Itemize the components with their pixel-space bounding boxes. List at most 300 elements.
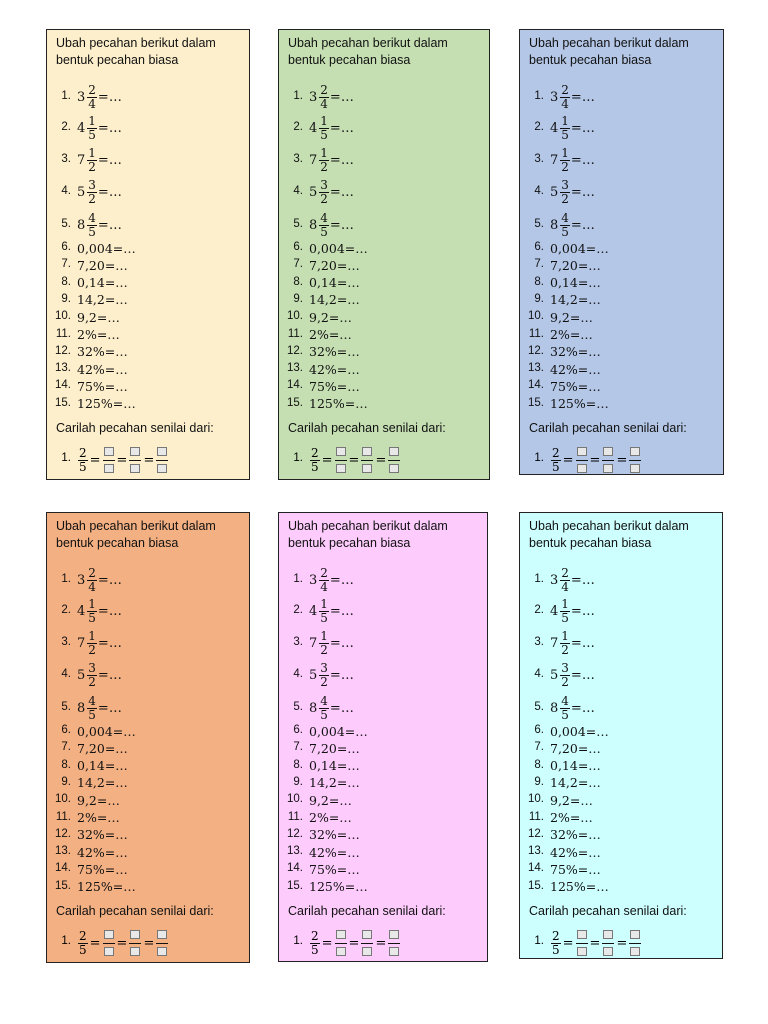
item-number: 14.	[287, 862, 303, 875]
answer-blank: =…	[329, 700, 354, 716]
exercise-item	[47, 343, 249, 361]
exercise-item	[520, 256, 723, 274]
item-number: 4.	[534, 668, 544, 680]
equivalent-fraction-row	[520, 926, 722, 959]
denominator: 2	[320, 642, 328, 657]
item-number: 5.	[293, 701, 303, 713]
numerator: 1	[561, 145, 569, 160]
fraction	[560, 84, 570, 111]
exercise-item	[279, 291, 489, 309]
blank-box	[104, 464, 114, 473]
exercise-expression: 7,20=…	[309, 257, 360, 273]
denominator: 5	[320, 127, 328, 142]
fraction	[87, 212, 97, 239]
item-number: 7.	[534, 741, 544, 754]
item-number: 1.	[293, 935, 303, 947]
exercise-expression: 2%=…	[309, 327, 352, 342]
worksheet-card	[46, 29, 250, 480]
exercise-expression: 7,20=…	[77, 740, 128, 756]
exercise-expression: 125%=…	[77, 396, 136, 412]
exercise-item	[47, 691, 249, 722]
blank-box	[362, 930, 372, 939]
exercise-item	[47, 274, 249, 292]
whole-part: 5	[309, 667, 318, 683]
whole-part: 8	[309, 700, 318, 716]
blank-fraction	[156, 445, 168, 476]
equals-sign: =	[375, 935, 387, 951]
item-number: 5.	[293, 218, 303, 230]
blank-fraction	[129, 928, 141, 959]
exercise-item	[47, 626, 249, 657]
denominator: 5	[79, 459, 87, 474]
exercise-expression: 9,2=…	[309, 309, 352, 325]
exercise-item	[520, 175, 723, 206]
mixed-number	[550, 658, 595, 692]
item-number: 10.	[55, 793, 71, 806]
mixed-number	[77, 691, 122, 725]
blank-box	[389, 464, 399, 473]
item-number: 1.	[534, 935, 544, 947]
item-number: 6.	[534, 241, 544, 253]
blank-box	[157, 930, 167, 939]
answer-blank: =…	[329, 667, 354, 683]
worksheet-card	[519, 512, 723, 959]
exercise-item	[520, 658, 722, 689]
exercise-item	[520, 143, 723, 174]
exercise-item	[520, 360, 723, 378]
item-number: 3.	[61, 636, 71, 648]
mixed-number	[309, 111, 354, 145]
equivalent-fraction-heading: Carilah pecahan senilai dari:	[529, 421, 687, 435]
numerator: 2	[311, 928, 319, 943]
mixed-number	[309, 175, 354, 209]
whole-part: 3	[309, 89, 318, 105]
item-number: 2.	[61, 604, 71, 616]
whole-part: 4	[77, 120, 86, 136]
numerator: 3	[320, 177, 328, 192]
exercise-item	[520, 791, 722, 809]
equals-sign: =	[616, 452, 628, 468]
whole-part: 3	[550, 572, 559, 588]
blank-fraction	[335, 445, 347, 476]
answer-blank: =…	[570, 120, 595, 136]
exercise-item	[520, 739, 722, 757]
denominator: 2	[88, 191, 96, 206]
equals-sign: =	[321, 935, 333, 951]
answer-blank: =…	[570, 603, 595, 619]
exercise-expression: 75%=…	[550, 378, 601, 394]
item-number: 9.	[61, 292, 71, 305]
exercise-item	[47, 658, 249, 689]
exercise-item	[279, 691, 487, 722]
answer-blank: =…	[570, 635, 595, 651]
fraction	[319, 630, 329, 657]
blank-box	[630, 447, 640, 456]
item-number: 2.	[61, 121, 71, 133]
mixed-number	[309, 691, 354, 725]
exercise-item	[279, 878, 487, 896]
worksheet-card	[278, 29, 490, 480]
numerator: 3	[561, 177, 569, 192]
answer-blank: =…	[97, 217, 122, 233]
whole-part: 5	[77, 184, 86, 200]
blank-box	[157, 947, 167, 956]
exercise-item	[47, 256, 249, 274]
item-number: 2.	[293, 604, 303, 616]
item-number: 9.	[293, 292, 303, 305]
whole-part: 8	[77, 700, 86, 716]
exercise-item	[520, 691, 722, 722]
item-number: 9.	[534, 775, 544, 788]
exercise-item	[47, 826, 249, 844]
whole-part: 4	[309, 603, 318, 619]
denominator: 5	[561, 610, 569, 625]
exercise-item	[520, 878, 722, 896]
exercise-item	[520, 594, 722, 625]
exercise-item	[47, 326, 249, 344]
answer-blank: =…	[570, 152, 595, 168]
exercise-expression: 7,20=…	[77, 257, 128, 273]
numerator: 2	[88, 82, 96, 97]
denominator: 2	[88, 159, 96, 174]
numerator: 3	[88, 177, 96, 192]
denominator: 5	[88, 127, 96, 142]
equals-sign: =	[143, 935, 155, 951]
exercise-item	[47, 377, 249, 395]
item-number: 11.	[287, 327, 303, 340]
equals-sign: =	[116, 452, 128, 468]
numerator: 1	[320, 145, 328, 160]
denominator: 2	[561, 674, 569, 689]
fraction	[560, 695, 570, 722]
numerator: 3	[320, 660, 328, 675]
blank-box	[362, 447, 372, 456]
whole-part: 7	[309, 152, 318, 168]
denominator: 2	[88, 674, 96, 689]
exercise-item	[47, 175, 249, 206]
denominator: 5	[561, 707, 569, 722]
exercise-item	[520, 774, 722, 792]
numerator: 1	[320, 596, 328, 611]
item-number: 11.	[528, 810, 544, 823]
item-number: 3.	[293, 636, 303, 648]
exercise-item	[279, 860, 487, 878]
exercise-item	[279, 343, 489, 361]
item-number: 1.	[293, 90, 303, 102]
whole-part: 8	[309, 217, 318, 233]
item-number: 2.	[534, 121, 544, 133]
item-number: 12.	[528, 344, 544, 357]
answer-blank: =…	[97, 603, 122, 619]
answer-blank: =…	[97, 667, 122, 683]
equivalent-fraction-expression	[77, 926, 169, 960]
blank-box	[630, 947, 640, 956]
whole-part: 8	[550, 217, 559, 233]
blank-fraction	[576, 928, 588, 959]
equivalent-fraction-row	[520, 443, 723, 475]
card-title: Ubah pecahan berikut dalam bentuk pecahan biasa	[56, 519, 216, 550]
exercise-expression: 7,20=…	[309, 740, 360, 756]
exercise-expression: 0,004=…	[309, 240, 368, 256]
mixed-number	[77, 111, 122, 145]
exercise-expression: 42%=…	[550, 361, 601, 377]
exercise-expression: 125%=…	[550, 879, 609, 895]
denominator: 5	[79, 942, 87, 957]
equivalent-fraction-heading: Carilah pecahan senilai dari:	[56, 904, 214, 918]
item-number: 8.	[61, 275, 71, 288]
exercise-item	[279, 774, 487, 792]
blank-box	[362, 464, 372, 473]
equals-sign: =	[375, 452, 387, 468]
item-number: 3.	[534, 636, 544, 648]
equivalent-fraction-heading: Carilah pecahan senilai dari:	[56, 421, 214, 435]
exercise-expression: 0,004=…	[550, 723, 609, 739]
exercise-item	[279, 563, 487, 594]
item-number: 15.	[528, 879, 544, 892]
answer-blank: =…	[329, 152, 354, 168]
item-number: 1.	[61, 90, 71, 102]
blank-fraction	[361, 928, 373, 959]
exercise-item	[47, 143, 249, 174]
item-number: 5.	[61, 701, 71, 713]
exercise-item	[520, 626, 722, 657]
card-title: Ubah pecahan berikut dalam bentuk pecahan biasa	[56, 36, 216, 67]
item-number: 1.	[61, 452, 71, 464]
blank-box	[362, 947, 372, 956]
exercise-item	[520, 722, 722, 740]
blank-box	[389, 947, 399, 956]
exercise-item	[279, 208, 489, 239]
worksheet-card	[46, 512, 250, 963]
whole-part: 5	[309, 184, 318, 200]
blank-box	[336, 947, 346, 956]
whole-part: 4	[550, 603, 559, 619]
answer-blank: =…	[329, 217, 354, 233]
whole-part: 8	[550, 700, 559, 716]
exercise-item	[520, 326, 723, 344]
exercise-item	[520, 563, 722, 594]
blank-box	[603, 930, 613, 939]
exercise-expression: 0,004=…	[77, 240, 136, 256]
denominator: 4	[561, 579, 569, 594]
denominator: 2	[561, 191, 569, 206]
numerator: 1	[320, 113, 328, 128]
exercise-expression: 9,2=…	[309, 792, 352, 808]
fraction	[319, 662, 329, 689]
item-number: 4.	[61, 668, 71, 680]
item-number: 13.	[287, 362, 303, 375]
whole-part: 4	[309, 120, 318, 136]
mixed-number	[309, 658, 354, 692]
exercise-expression: 14,2=…	[309, 775, 360, 791]
numerator: 4	[320, 693, 328, 708]
fraction	[87, 147, 97, 174]
fraction	[87, 630, 97, 657]
mixed-number	[309, 626, 354, 660]
numerator: 2	[561, 82, 569, 97]
blank-fraction	[335, 928, 347, 959]
mixed-number	[309, 80, 354, 114]
exercise-item	[279, 791, 487, 809]
exercise-item	[279, 626, 487, 657]
item-number: 3.	[293, 153, 303, 165]
whole-part: 7	[309, 635, 318, 651]
item-number: 2.	[534, 604, 544, 616]
exercise-item	[520, 80, 723, 111]
item-number: 7.	[61, 741, 71, 754]
item-number: 14.	[528, 862, 544, 875]
item-number: 1.	[534, 452, 544, 464]
exercise-expression: 32%=…	[309, 827, 360, 843]
exercise-item	[279, 274, 489, 292]
blank-box	[336, 930, 346, 939]
answer-blank: =…	[97, 184, 122, 200]
numerator: 2	[320, 565, 328, 580]
equivalent-fraction-expression	[550, 926, 642, 959]
exercise-item	[279, 143, 489, 174]
exercise-expression: 32%=…	[77, 827, 128, 843]
mixed-number	[77, 208, 122, 242]
mixed-number	[550, 175, 595, 209]
worksheet-card	[278, 512, 488, 962]
exercise-expression: 42%=…	[77, 844, 128, 860]
exercise-expression: 32%=…	[309, 344, 360, 360]
item-number: 8.	[534, 275, 544, 288]
equals-sign: =	[348, 935, 360, 951]
fraction	[310, 930, 320, 957]
equals-sign: =	[589, 452, 601, 468]
answer-blank: =…	[329, 184, 354, 200]
item-number: 4.	[293, 668, 303, 680]
exercise-expression: 42%=…	[77, 361, 128, 377]
item-number: 13.	[55, 362, 71, 375]
exercise-item	[279, 826, 487, 844]
card-title: Ubah pecahan berikut dalam bentuk pecahan biasa	[288, 36, 448, 67]
numerator: 4	[88, 693, 96, 708]
exercise-expression: 2%=…	[309, 810, 352, 825]
exercise-item	[47, 291, 249, 309]
fraction	[319, 567, 329, 594]
card-title: Ubah pecahan berikut dalam bentuk pecahan biasa	[529, 519, 689, 550]
exercise-expression: 125%=…	[550, 396, 609, 412]
item-number: 8.	[293, 275, 303, 288]
whole-part: 7	[77, 152, 86, 168]
fraction	[560, 115, 570, 142]
exercise-item	[279, 360, 489, 378]
fraction	[551, 447, 561, 474]
fraction	[560, 147, 570, 174]
exercise-item	[47, 860, 249, 878]
denominator: 2	[561, 642, 569, 657]
exercise-expression: 0,004=…	[550, 240, 609, 256]
answer-blank: =…	[97, 120, 122, 136]
exercise-item	[279, 739, 487, 757]
fraction	[87, 598, 97, 625]
mixed-number	[309, 563, 354, 597]
equals-sign: =	[143, 452, 155, 468]
numerator: 1	[561, 113, 569, 128]
item-number: 9.	[293, 775, 303, 788]
whole-part: 3	[309, 572, 318, 588]
whole-part: 7	[550, 152, 559, 168]
item-number: 3.	[534, 153, 544, 165]
item-number: 12.	[528, 827, 544, 840]
exercise-item	[47, 594, 249, 625]
equals-sign: =	[616, 935, 628, 951]
answer-blank: =…	[97, 572, 122, 588]
mixed-number	[550, 143, 595, 177]
exercise-expression: 2%=…	[77, 327, 120, 342]
numerator: 2	[88, 565, 96, 580]
item-number: 5.	[534, 701, 544, 713]
item-number: 8.	[293, 758, 303, 771]
answer-blank: =…	[570, 184, 595, 200]
blank-fraction	[388, 445, 400, 476]
equals-sign: =	[562, 452, 574, 468]
mixed-number	[77, 175, 122, 209]
fraction	[560, 630, 570, 657]
denominator: 5	[552, 942, 560, 957]
denominator: 5	[552, 459, 560, 474]
mixed-number	[77, 626, 122, 660]
denominator: 5	[320, 610, 328, 625]
exercise-item	[279, 326, 489, 344]
exercise-expression: 0,004=…	[309, 723, 368, 739]
blank-box	[389, 447, 399, 456]
fraction	[87, 695, 97, 722]
exercise-item	[47, 809, 249, 827]
denominator: 5	[311, 942, 319, 957]
exercise-item	[47, 395, 249, 413]
whole-part: 7	[77, 635, 86, 651]
exercise-item	[520, 757, 722, 775]
answer-blank: =…	[97, 152, 122, 168]
equals-sign: =	[562, 935, 574, 951]
answer-blank: =…	[97, 700, 122, 716]
equals-sign: =	[89, 452, 101, 468]
item-number: 13.	[528, 845, 544, 858]
item-number: 6.	[61, 724, 71, 736]
exercise-expression: 42%=…	[309, 844, 360, 860]
numerator: 2	[79, 928, 87, 943]
exercise-expression: 7,20=…	[550, 740, 601, 756]
exercise-item	[520, 274, 723, 292]
blank-fraction	[602, 928, 614, 959]
exercise-expression: 9,2=…	[550, 309, 593, 325]
exercise-item	[279, 658, 487, 689]
fraction	[319, 212, 329, 239]
answer-blank: =…	[570, 572, 595, 588]
whole-part: 5	[77, 667, 86, 683]
exercise-item	[47, 757, 249, 775]
exercise-item	[279, 809, 487, 827]
item-number: 13.	[528, 362, 544, 375]
denominator: 5	[320, 224, 328, 239]
fraction	[551, 930, 561, 957]
exercise-item	[47, 843, 249, 861]
exercise-expression: 2%=…	[550, 810, 593, 825]
exercise-expression: 0,14=…	[309, 275, 360, 291]
exercise-expression: 14,2=…	[309, 292, 360, 308]
item-number: 14.	[287, 379, 303, 392]
item-number: 1.	[61, 935, 71, 947]
answer-blank: =…	[570, 667, 595, 683]
numerator: 4	[561, 210, 569, 225]
equivalent-fraction-expression	[550, 443, 642, 475]
equivalent-fraction-heading: Carilah pecahan senilai dari:	[288, 421, 446, 435]
exercise-item	[520, 826, 722, 844]
denominator: 5	[561, 127, 569, 142]
